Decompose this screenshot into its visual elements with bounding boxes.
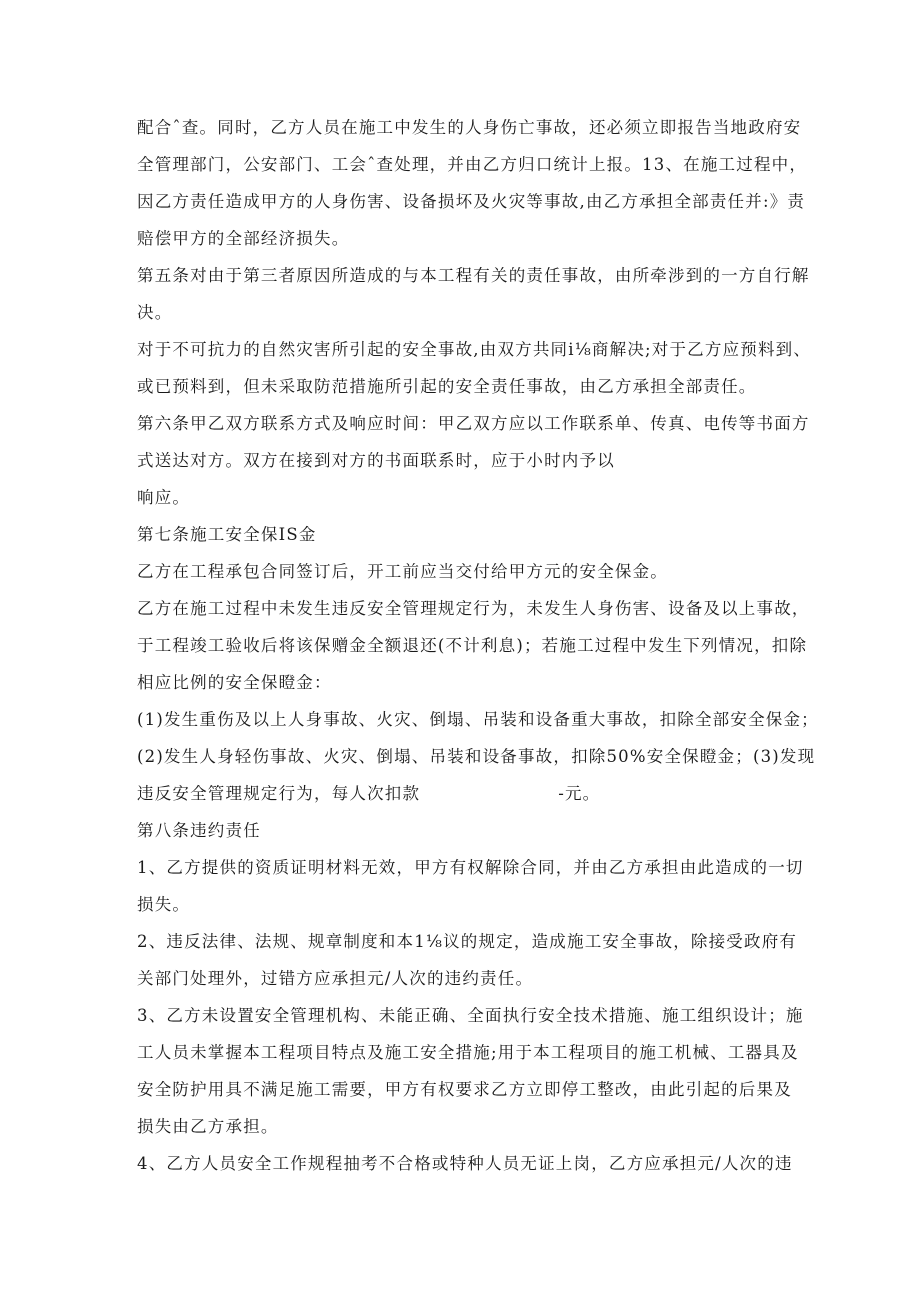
list-item-2-3: (2)发生人身轻伤事故、火灾、倒塌、吊装和设备事故，扣除50%安全保瞪金；(3)发现 bbox=[137, 747, 816, 766]
text-line: 相应比例的安全保瞪金： bbox=[137, 673, 332, 692]
text-line: 安全防护用具不满足施工需要，甲方有权要求乙方立即停工整改，由此引起的后果及 bbox=[137, 1080, 792, 1099]
text-line: 响应。 bbox=[137, 488, 191, 507]
text-fragment: -元。 bbox=[558, 784, 601, 803]
text-fragment: 违反安全管理规定行为，每人次扣款 bbox=[137, 784, 421, 803]
text-line: 或已预料到，但未采取防范措施所引起的安全责任事故，由乙方承担全部责任。 bbox=[137, 377, 757, 396]
text-line: 式送达对方。双方在接到对方的书面联系时，应于小时内予以 bbox=[137, 451, 615, 470]
article-8-heading: 第八条违约责任 bbox=[137, 821, 261, 840]
text-line: 3、乙方未设置安全管理机构、未能正确、全面执行安全技术措施、施工组织设计；施 bbox=[137, 1006, 804, 1025]
article-6-heading-line: 第六条甲乙双方联系方式及响应时间：甲乙双方应以工作联系单、传真、电传等书面方 bbox=[137, 414, 810, 433]
text-line: 乙方在工程承包合同签订后，开工前应当交付给甲方元的安全保金。 bbox=[137, 562, 668, 581]
text-line: 对于不可抗力的自然灾害所引起的安全事故,由双方共同i⅛商解决;对于乙方应预料到、 bbox=[137, 340, 812, 359]
text-line: 决。 bbox=[137, 303, 173, 322]
text-line: 损失。 bbox=[137, 895, 191, 914]
text-line: 全管理部门，公安部门、工会ˆ查处理，并由乙方归口统计上报。13、在施工过程中， bbox=[137, 155, 808, 174]
text-line: 乙方在施工过程中未发生违反安全管理规定行为，未发生人身伤害、设备及以上事故， bbox=[137, 599, 810, 618]
text-line: 2、违反法律、法规、规章制度和本1⅛议的规定，造成施工安全事故，除接受政府有 bbox=[137, 932, 798, 951]
text-line: 工人员未掌握本工程项目特点及施工安全措施;用于本工程项目的施工机械、工器具及 bbox=[137, 1043, 799, 1062]
text-line bbox=[137, 783, 600, 805]
text-line: 赔偿甲方的全部经济损失。 bbox=[137, 229, 350, 248]
article-5-heading-line: 第五条对由于第三者原因所造成的与本工程有关的责任事故，由所牵涉到的一方自行解 bbox=[137, 266, 810, 285]
text-line: 关部门处理外，过错方应承担元/人次的违约责任。 bbox=[137, 969, 534, 988]
text-line: 因乙方责任造成甲方的人身伤害、设备损坏及火灾等事故,由乙方承担全部责任并:》责 bbox=[137, 192, 806, 211]
text-line: 于工程竣工验收后将该保赠金全额退还(不计利息)；若施工过程中发生下列情况，扣除 bbox=[137, 636, 808, 655]
text-line: 损失由乙方承担。 bbox=[137, 1117, 279, 1136]
text-line: 4、乙方人员安全工作规程抽考不合格或特种人员无证上岗，乙方应承担元/人次的违 bbox=[137, 1154, 793, 1173]
text-line: 配合ˆ查。同时，乙方人员在施工中发生的人身伤亡事故，还必须立即报告当地政府安 bbox=[137, 118, 802, 137]
article-7-heading: 第七条施工安全保IS金 bbox=[137, 525, 317, 544]
text-line: 1、乙方提供的资质证明材料无效，甲方有权解除合同，并由乙方承担由此造成的一切 bbox=[137, 858, 804, 877]
list-item-1: (1)发生重伤及以上人身事故、火灾、倒塌、吊装和设备重大事故，扣除全部安全保金； bbox=[137, 710, 819, 729]
